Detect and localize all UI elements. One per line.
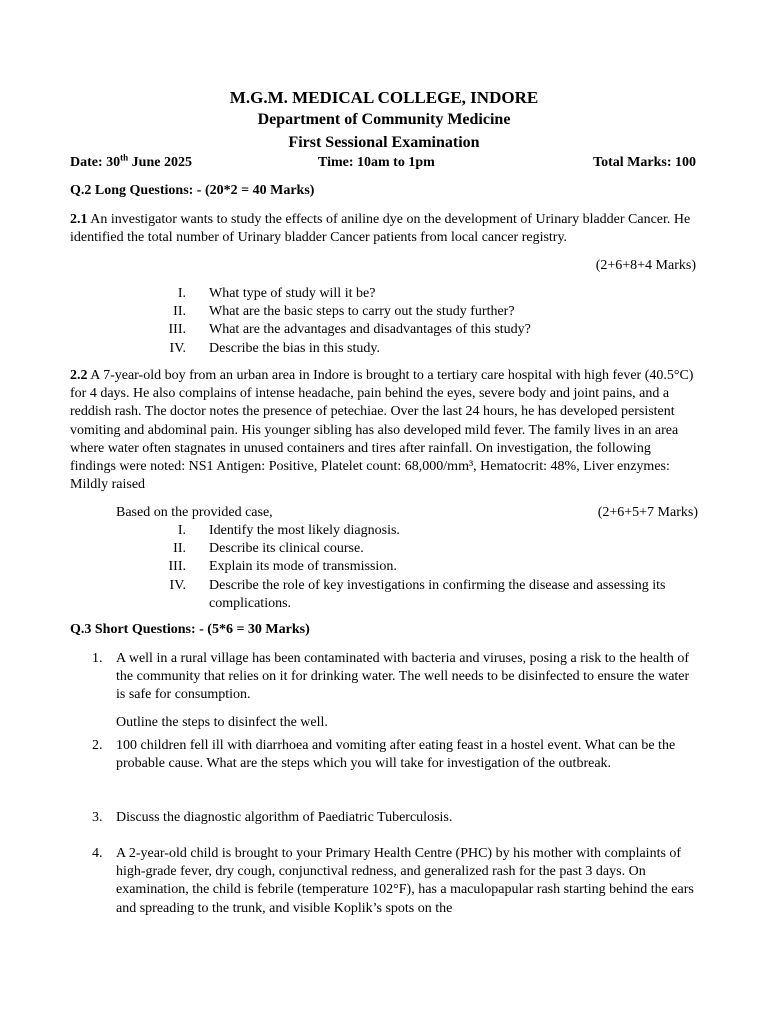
q2-1-number: 2.1	[70, 212, 88, 227]
list-item: III. Explain its mode of transmission.	[168, 559, 397, 575]
q2-1-question	[70, 211, 696, 247]
list-item: IV. Describe the role of key investigations in confirming the disease and assessing its complications.	[169, 577, 666, 611]
q2-1-subquestions	[150, 285, 698, 358]
q2-2-marks: (2+6+5+7 Marks)	[597, 505, 698, 520]
exam-time: Time: 10am to 1pm	[318, 155, 435, 170]
q2-2-question	[70, 367, 696, 494]
q2-1-text: An investigator wants to study the effects of aniline dye on the development of Urinary bladder Cancer. He identified the total number of Urinary bladder Cancer patients from local cancer registry.	[70, 212, 691, 246]
exam-title: First Sessional Examination	[288, 134, 480, 151]
list-item	[92, 845, 698, 918]
q2-heading: Q.2 Long Questions: - (20*2 = 40 Marks)	[70, 183, 315, 198]
exam-meta	[70, 152, 696, 173]
q3-item-number: 3.	[92, 810, 103, 825]
exam-date: Date: 30th June 2025	[70, 152, 192, 170]
q3-item-extra: Outline the steps to disinfect the well.	[116, 714, 328, 730]
q3-item-number: 1.	[92, 651, 103, 666]
list-item: II. What are the basic steps to carry out the study further?	[173, 304, 515, 320]
list-item	[92, 737, 698, 773]
list-item: II. Describe its clinical course.	[173, 541, 364, 557]
list-item: IV. Describe the bias in this study.	[169, 340, 380, 356]
department-title: Department of Community Medicine	[257, 111, 511, 128]
q3-heading: Q.3 Short Questions: - (5*6 = 30 Marks)	[70, 622, 310, 637]
total-marks: Total Marks: 100	[593, 155, 696, 170]
list-item: III. What are the advantages and disadvantages of this study?	[168, 322, 531, 338]
q3-item-number: 4.	[92, 846, 103, 861]
q2-2-subquestions	[150, 522, 698, 613]
q2-1-marks: (2+6+8+4 Marks)	[595, 258, 696, 273]
list-item: I. What type of study will it be?	[177, 286, 376, 301]
college-title: M.G.M. MEDICAL COLLEGE, INDORE	[229, 88, 539, 107]
q3-item-text: 100 children fell ill with diarrhoea and vomiting after eating feast in a hostel event. What can be the probable cause. What are the steps which you will take for investigation of the outbreak.	[116, 738, 676, 772]
q3-item-number: 2.	[92, 738, 103, 753]
list-item: I. Identify the most likely diagnosis.	[177, 523, 400, 538]
q2-2-text: A 7-year-old boy from an urban area in Indore is brought to a tertiary care hospital with high fever (40.5°C) for 4 days. He also complains of intense headache, pain behind the eyes, severe body and joint pains, and a reddish rash. The doctor notes the presence of petechiae. Over the last 24 hours, he has developed persistent vomiting and abdominal pain. His younger sibling has also developed mild fever. The family lives in an area where water often stagnates in unused containers and tires after rainfall. On investigation, the following findings were noted: NS1 Antigen: Positive, Platelet count: 68,000/mm³, Hematocrit: 48%, Liver enzymes: Mildly raised	[70, 368, 694, 493]
list-item	[92, 650, 698, 732]
q3-item-text: Discuss the diagnostic algorithm of Paediatric Tuberculosis.	[116, 810, 453, 825]
q3-item-text: A well in a rural village has been contaminated with bacteria and viruses, posing a risk to the health of the community that relies on it for drinking water. The well needs to be disinfected to ensure the water is safe for consumption.	[116, 651, 690, 703]
list-item	[92, 809, 698, 827]
q2-2-number: 2.2	[70, 368, 88, 383]
q3-item-text: A 2-year-old child is brought to your Primary Health Centre (PHC) by his mother with complaints of high-grade fever, dry cough, conjunctival redness, and generalized rash for the past 3 days. On examination, the child is febrile (temperature 102°F), has a maculopapular rash starting behind the ears and spreading to the trunk, and visible Koplik’s spots on the	[116, 846, 694, 916]
q2-2-intro: Based on the provided case,	[116, 505, 273, 520]
